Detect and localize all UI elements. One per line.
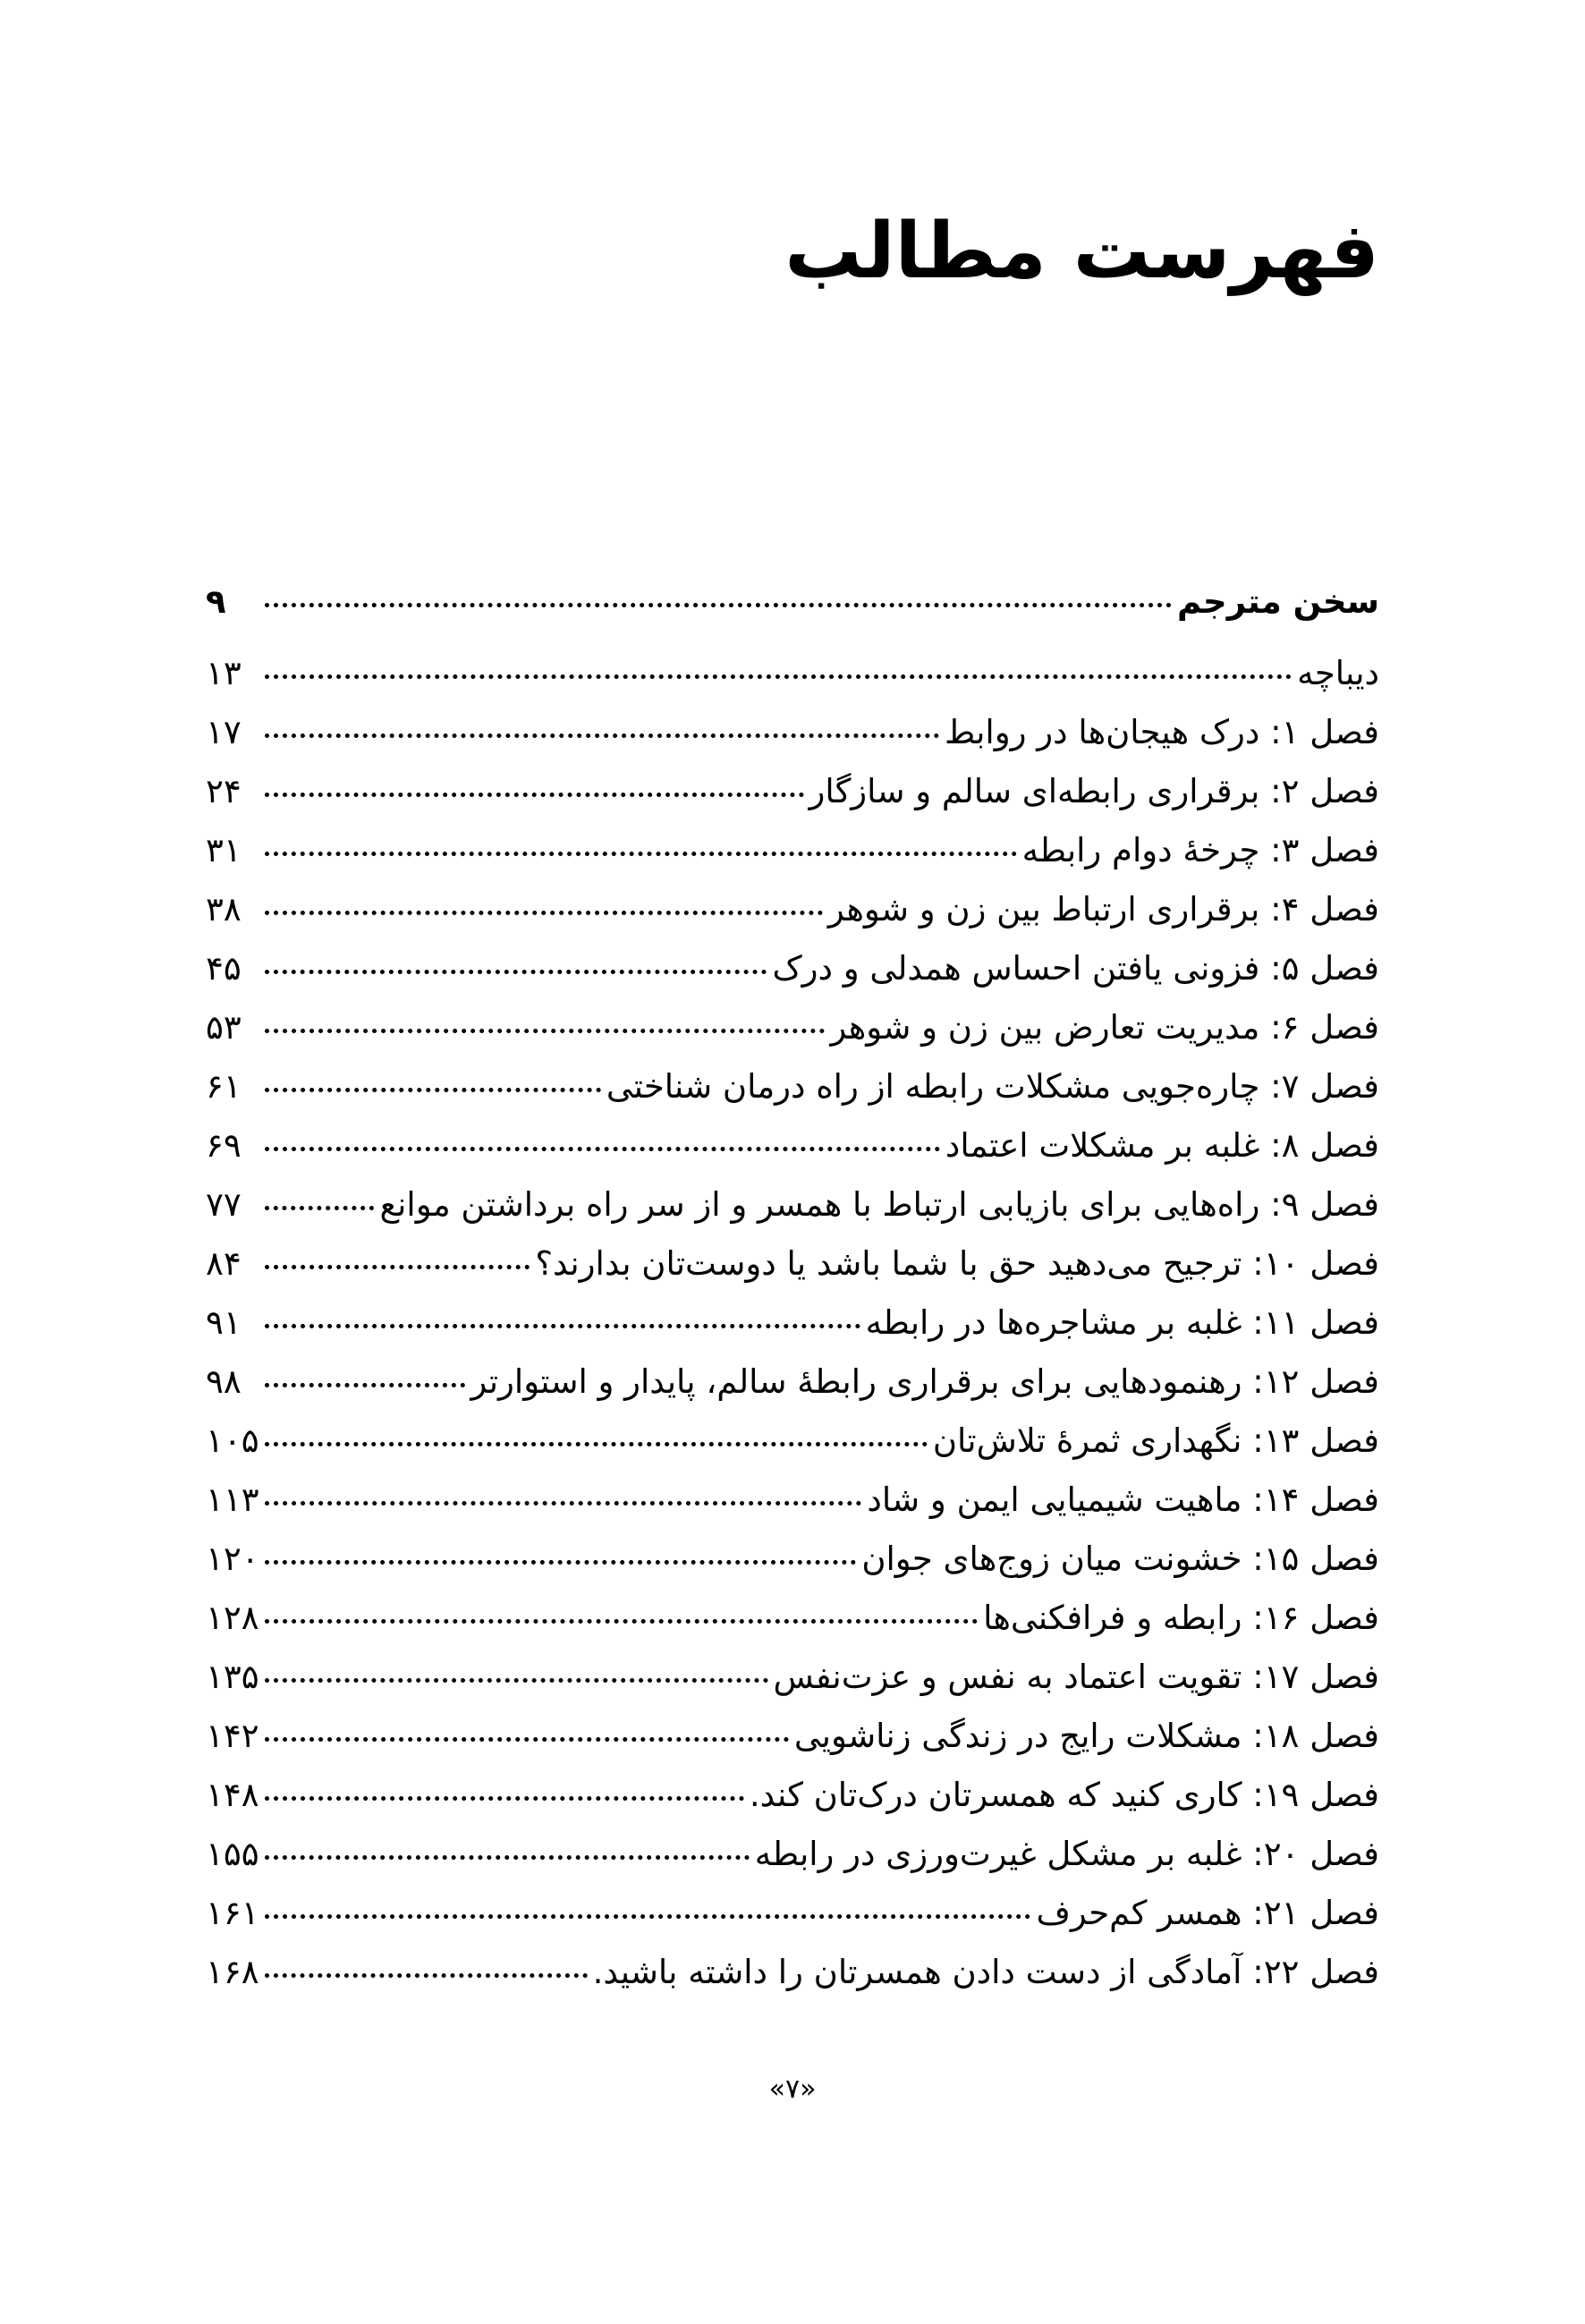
toc-entry-title: فصل ۵: فزونی یافتن احساس همدلی و درک	[772, 949, 1379, 988]
toc-entry	[206, 1589, 1379, 1648]
dot-leader	[265, 1855, 750, 1860]
dot-leader	[265, 1678, 768, 1683]
toc-entry-page: ۱۶۱	[206, 1894, 259, 1932]
toc-entry-title: فصل ۲: برقراری رابطه‌ای سالم و سازگار	[809, 772, 1379, 810]
toc-entry-page: ۲۴	[206, 772, 242, 810]
dot-leader	[265, 793, 804, 797]
toc-entry-title: فصل ۱۶: رابطه و فرافکنی‌ها	[983, 1599, 1379, 1637]
toc-entry-title: فصل ۲۱: همسر کم‌حرف	[1036, 1894, 1379, 1932]
toc-entry-title: فصل ۶: مدیریت تعارض بین زن و شوهر	[830, 1008, 1379, 1047]
toc-entry-page: ۱۱۳	[206, 1480, 259, 1519]
toc-entry-page: ۵۳	[206, 1008, 242, 1047]
toc-entry-title: فصل ۱۸: مشکلات رایج در زندگی زناشویی	[793, 1717, 1379, 1755]
dot-leader	[265, 1265, 530, 1269]
toc-entry	[206, 1412, 1379, 1471]
dot-leader	[265, 911, 823, 915]
dot-leader	[265, 1914, 1030, 1919]
table-of-contents	[206, 573, 1379, 2002]
dot-leader	[265, 1088, 601, 1092]
toc-entry	[206, 1116, 1379, 1175]
dot-leader	[265, 1619, 978, 1624]
dot-leader	[265, 1501, 861, 1506]
toc-entry	[206, 1825, 1379, 1884]
toc-entry	[206, 1234, 1379, 1293]
dot-leader	[265, 674, 1292, 679]
toc-entry-page: ۶۹	[206, 1126, 242, 1165]
toc-entry	[206, 1707, 1379, 1766]
dot-leader	[265, 1324, 860, 1328]
dot-leader	[265, 603, 1172, 607]
toc-entry	[206, 821, 1379, 880]
toc-entry-title: فصل ۹: راه‌هایی برای بازیابی ارتباط با همسر و از سر راه برداشتن موانع	[379, 1185, 1379, 1224]
toc-entry	[206, 1057, 1379, 1116]
dot-leader	[265, 852, 1017, 856]
toc-entry-title: فصل ۱۹: کاری کنید که همسرتان درک‌تان کند.	[749, 1776, 1379, 1814]
toc-entry-page: ۹	[206, 582, 226, 621]
toc-entry	[206, 1884, 1379, 1943]
toc-entry	[206, 1175, 1379, 1234]
toc-entry	[206, 573, 1379, 632]
dot-leader	[265, 1029, 825, 1033]
toc-entry-page: ۱۶۸	[206, 1953, 259, 1991]
toc-entry	[206, 1530, 1379, 1589]
dot-leader	[265, 1206, 374, 1210]
toc-entry-title: فصل ۱۵: خشونت میان زوج‌های جوان	[861, 1539, 1379, 1578]
toc-entry-title: فصل ۲۰: غلبه بر مشکل غیرت‌ورزی در رابطه	[754, 1835, 1379, 1873]
page-number: «۷»	[768, 2074, 817, 2105]
dot-leader	[265, 1737, 789, 1742]
toc-entry-title: فصل ۱: درک هیجان‌ها در روابط	[945, 713, 1379, 751]
toc-entry-title: فصل ۷: چاره‌جویی مشکلات رابطه از راه درمان شناختی	[606, 1067, 1379, 1106]
toc-entry-title: سخن مترجم	[1177, 582, 1379, 621]
toc-entry-page: ۶۱	[206, 1067, 242, 1106]
toc-entry-page: ۱۳۵	[206, 1658, 259, 1696]
toc-entry-page: ۴۵	[206, 949, 242, 988]
toc-entry-title: فصل ۱۷: تقویت اعتماد به نفس و عزت‌نفس	[773, 1658, 1379, 1696]
toc-entry	[206, 1471, 1379, 1530]
toc-entry	[206, 939, 1379, 998]
dot-leader	[265, 970, 767, 974]
toc-entry	[206, 644, 1379, 703]
toc-entry	[206, 703, 1379, 762]
toc-entry-page: ۹۱	[206, 1303, 242, 1342]
toc-entry-page: ۱۲۸	[206, 1599, 259, 1637]
toc-entry-page: ۳۸	[206, 890, 242, 929]
toc-entry-title: دیباچه	[1297, 654, 1379, 692]
dot-leader	[265, 1796, 744, 1801]
toc-entry	[206, 998, 1379, 1057]
toc-entry	[206, 1353, 1379, 1412]
toc-entry-title: فصل ۱۲: رهنمودهایی برای برقراری رابطهٔ سالم، پایدار و استوارتر	[470, 1362, 1379, 1401]
toc-entry-title: فصل ۱۳: نگهداری ثمرهٔ تلاش‌تان	[932, 1421, 1379, 1460]
toc-entry-page: ۱۳	[206, 654, 242, 692]
toc-entry-page: ۱۴۲	[206, 1717, 259, 1755]
toc-entry-page: ۱۲۰	[206, 1539, 259, 1578]
toc-entry-page: ۸۴	[206, 1244, 242, 1283]
toc-entry-title: فصل ۲۲: آمادگی از دست دادن همسرتان را داشته باشید.	[592, 1953, 1379, 1991]
toc-entry	[206, 1766, 1379, 1825]
toc-entry	[206, 1648, 1379, 1707]
dot-leader	[265, 734, 939, 738]
toc-entry-title: فصل ۱۴: ماهیت شیمیایی ایمن و شاد	[867, 1480, 1379, 1519]
toc-entry	[206, 1293, 1379, 1353]
toc-entry-title: فصل ۸: غلبه بر مشکلات اعتماد	[945, 1126, 1379, 1165]
toc-entry-page: ۱۵۵	[206, 1835, 259, 1873]
dot-leader	[265, 1442, 928, 1446]
toc-entry-title: فصل ۳: چرخهٔ دوام رابطه	[1021, 831, 1379, 869]
dot-leader	[265, 1973, 588, 1978]
toc-entry-page: ۳۱	[206, 831, 242, 869]
toc-entry-title: فصل ۴: برقراری ارتباط بین زن و شوهر	[827, 890, 1379, 929]
toc-entry-title: فصل ۱۱: غلبه بر مشاجره‌ها در رابطه	[865, 1303, 1379, 1342]
toc-entry-page: ۹۸	[206, 1362, 242, 1401]
toc-entry	[206, 1943, 1379, 2002]
toc-entry-page: ۱۰۵	[206, 1421, 259, 1460]
toc-entry-title: فصل ۱۰: ترجیح می‌دهید حق با شما باشد یا دوست‌تان بدارند؟	[535, 1244, 1379, 1283]
toc-entry	[206, 880, 1379, 939]
page-title: فهرست مطالب	[784, 207, 1379, 296]
dot-leader	[265, 1147, 940, 1151]
toc-entry-page: ۱۷	[206, 713, 242, 751]
toc-entry	[206, 762, 1379, 821]
toc-entry-page: ۱۴۸	[206, 1776, 259, 1814]
toc-entry-page: ۷۷	[206, 1185, 242, 1224]
dot-leader	[265, 1383, 465, 1387]
dot-leader	[265, 1560, 856, 1565]
